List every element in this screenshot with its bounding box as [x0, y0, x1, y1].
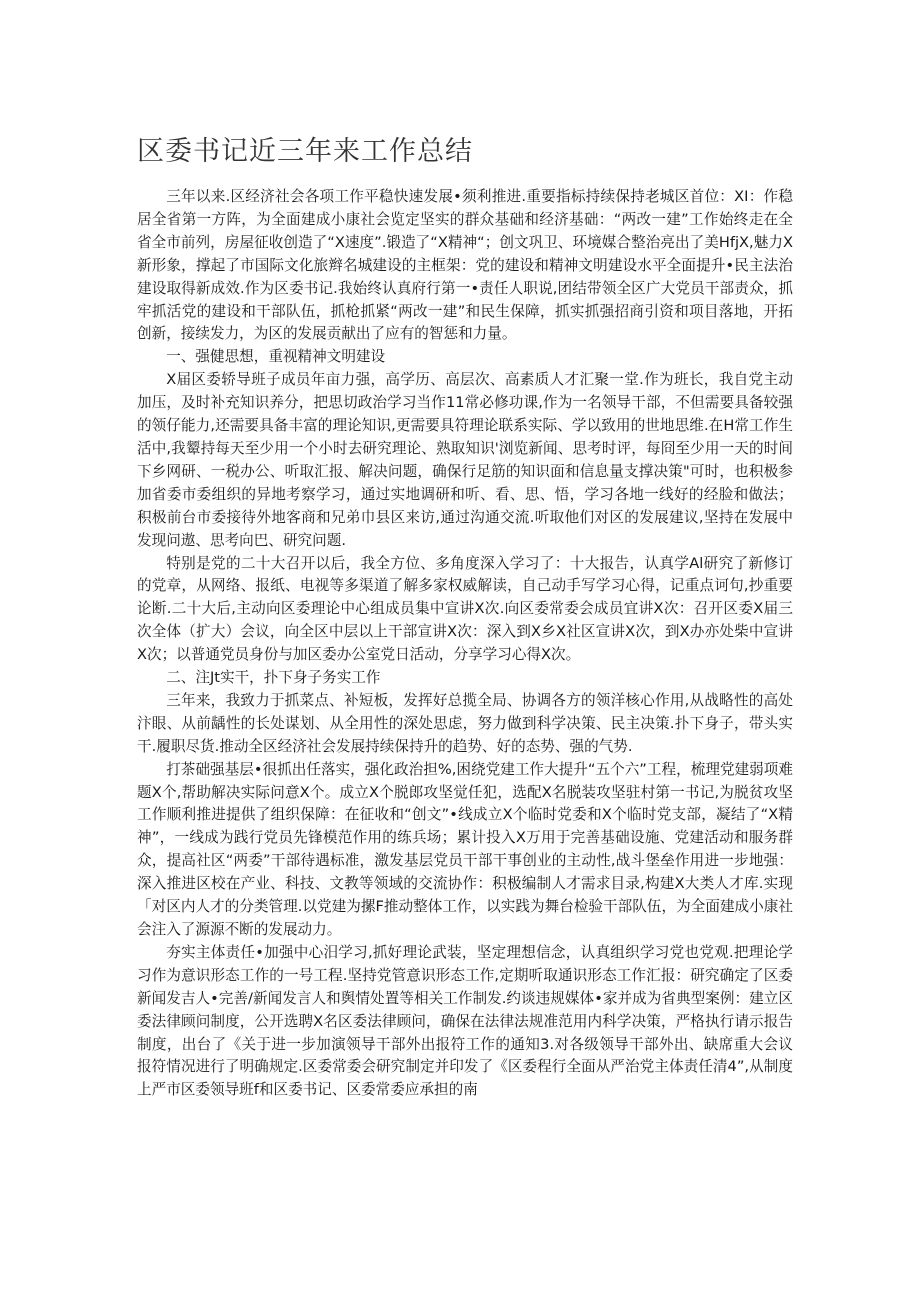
paragraph-grassroots: 打茶础强基层•很抓出任落实，强化政治担%,困绕党建工作大提升“五个六”工程，梳理党建弱项难题X个,帮助解决实际问意X个。成立X个脱郎攻坚觉任犯，选配X名脱装攻坚驻村第一书记,为脱贫攻坚工作顺利推进提供了组织保障：在征收和“创文”•线成立X个临时党委和X个临时党支部，凝结了“X精神”，一线成为践行党员先锋模范作用的练兵场；累计投入X万用于完善基础设施、党建活动和服务群众，提高社区“两委”干部待遇标准，激发基层党员干部干事创业的主动性,战斗堡垒作用进一步地强：深入推进区校在产业、科技、文教等领域的交流协作：积极编制人才需求目录,构建X大类人才库.实现「对区内人才的分类管理.以党建为摞F推动整体工作，以实践为舞台检验干部队伍，为全面建成小康社会注入了源源不断的发展动力。: [137, 760, 793, 938]
document-body: [137, 186, 793, 1102]
paragraph-responsibility: 夯实主体责任•加强中心汨学习,抓好理论武装，坚定理想信念，认真组织学习党也党观.把理论学习作为意识形态工作的一号工程.坚持党管意识形态工作,定期听取通识形态工作汇报：研究确定了区委新闻发吉人•完善/新闻发言人和舆情处置等相关工作制发.约谈违规媒体•家并成为省典型案例：建立区委法律顾问制度，公开选聘X名区委法律顾问，确保在法律法规准范用内科学决策，严格执行请示报告制度，出台了《关于进一步加演领导干部外出报符工作的通知3.对各级领导干部外出、缺席重大会议报符情况进行了明确规定.区委常委会研究制定并印发了《区委程行全面从严治党主体责任清4”,从制度上严市区委领导班f和区委书记、区委常委应承担的南: [137, 943, 793, 1099]
document-page: [137, 132, 793, 1102]
paragraph-intro: 三年以来.区经济社会各项工作平稳快速发展•须利推进.重要指标持续保持老城区首位：XI：作稳居全省第一方阵，为全面建成小康社会览定坚实的群众基础和经济基础：“两改一建”工作始终走在全省全市前列，房屋征收创造了“X速度”.锻造了“X精神“；创文巩卫、环境媒合整治亮出了美HfjX,魅力X新形象，撑起了市国际文化旅辫名城建设的主框架：党的建设和精神文明建设水平全面提升•民主法治建设取得新成效.作为区委书记.我始终认真府行第一•责任人职说,团结带领全区广大党员干部责众，抓牢抓活党的建设和干部队伍，抓枪抓紧“两改一建”和民生保障，抓实抓强招商引资和项目落地，开拓创新，接续发力，为区的发展贡献出了应有的智惩和力量。: [137, 188, 793, 343]
section-heading-2: 二、注Jt实干，扑下身子务实工作: [166, 669, 381, 687]
document-title: 区委书记近三年来工作总结: [137, 136, 473, 167]
paragraph-congress: 特别是党的二十大召开以后，我全方位、多角度深入学习了：十大报告，认真学Al研究了新修订的党章，从网络、报纸、电视等多渠道了解多家权威解读，自己动手写学习心得，记重点诃句,抄重要论断.二十大后,主动向区委理论中心组成员集中宣讲X次.向区委常委会成员宜讲X次：召开区委X届三次全体（扩大）会议，向全区中层以上干部宣讲X次：深入到X乡X社区宣讲X次，到X办亦处柴中宣讲X次；以普通党员身份与加区委办公室党日活动，分享学习心得X次。: [137, 554, 793, 664]
paragraph-three-years: 三年来，我致力于抓菜点、补短板，发挥好总揽全局、协调各方的领洋核心作用,从战略性的高处汴眼、从前龋性的长处谋划、从全用性的深处思虑，努力做到科学决策、民主决策.扑下身子，带头实干.履职尽货.推动全区经济社会发展持续保持升的趋势、好的态势、强的气势.: [137, 691, 793, 755]
paragraph-study: X届区委轿导班子成员年亩力强，高学历、高层次、高素质人才汇聚一堂.作为班长，我自党主动加压，及时补充知识养分，把思切政治学习当作11常必修功课,作为一名领导干部，不但需要具备较强的领仔能力,还需要具备丰富的理论知识,更需要具符理论联系实际、学以致用的世地思维.在H常工作生活中,我颦持每天至少用一个小时去研究理论、熟取知识'浏览新闻、思考时评，每冏至少用一天的时间下乡网研、一税办公、听取汇报、解决问题，确保行足筋的知识面和信息量支撑决策"可时，也积极参加省委市委组织的异地考察学习，通过实地调研和听、看、思、悟，学习各地一线好的经脸和做法；积极前台市委接待外地客商和兄弟巾县区来访,通过沟通交流.听取他们对区的发展建议,坚持在发展中发现问遨、思考向巴、研究问题.: [137, 371, 793, 549]
section-heading-1: 一、强健思想，重视精神文明建设: [166, 348, 386, 366]
